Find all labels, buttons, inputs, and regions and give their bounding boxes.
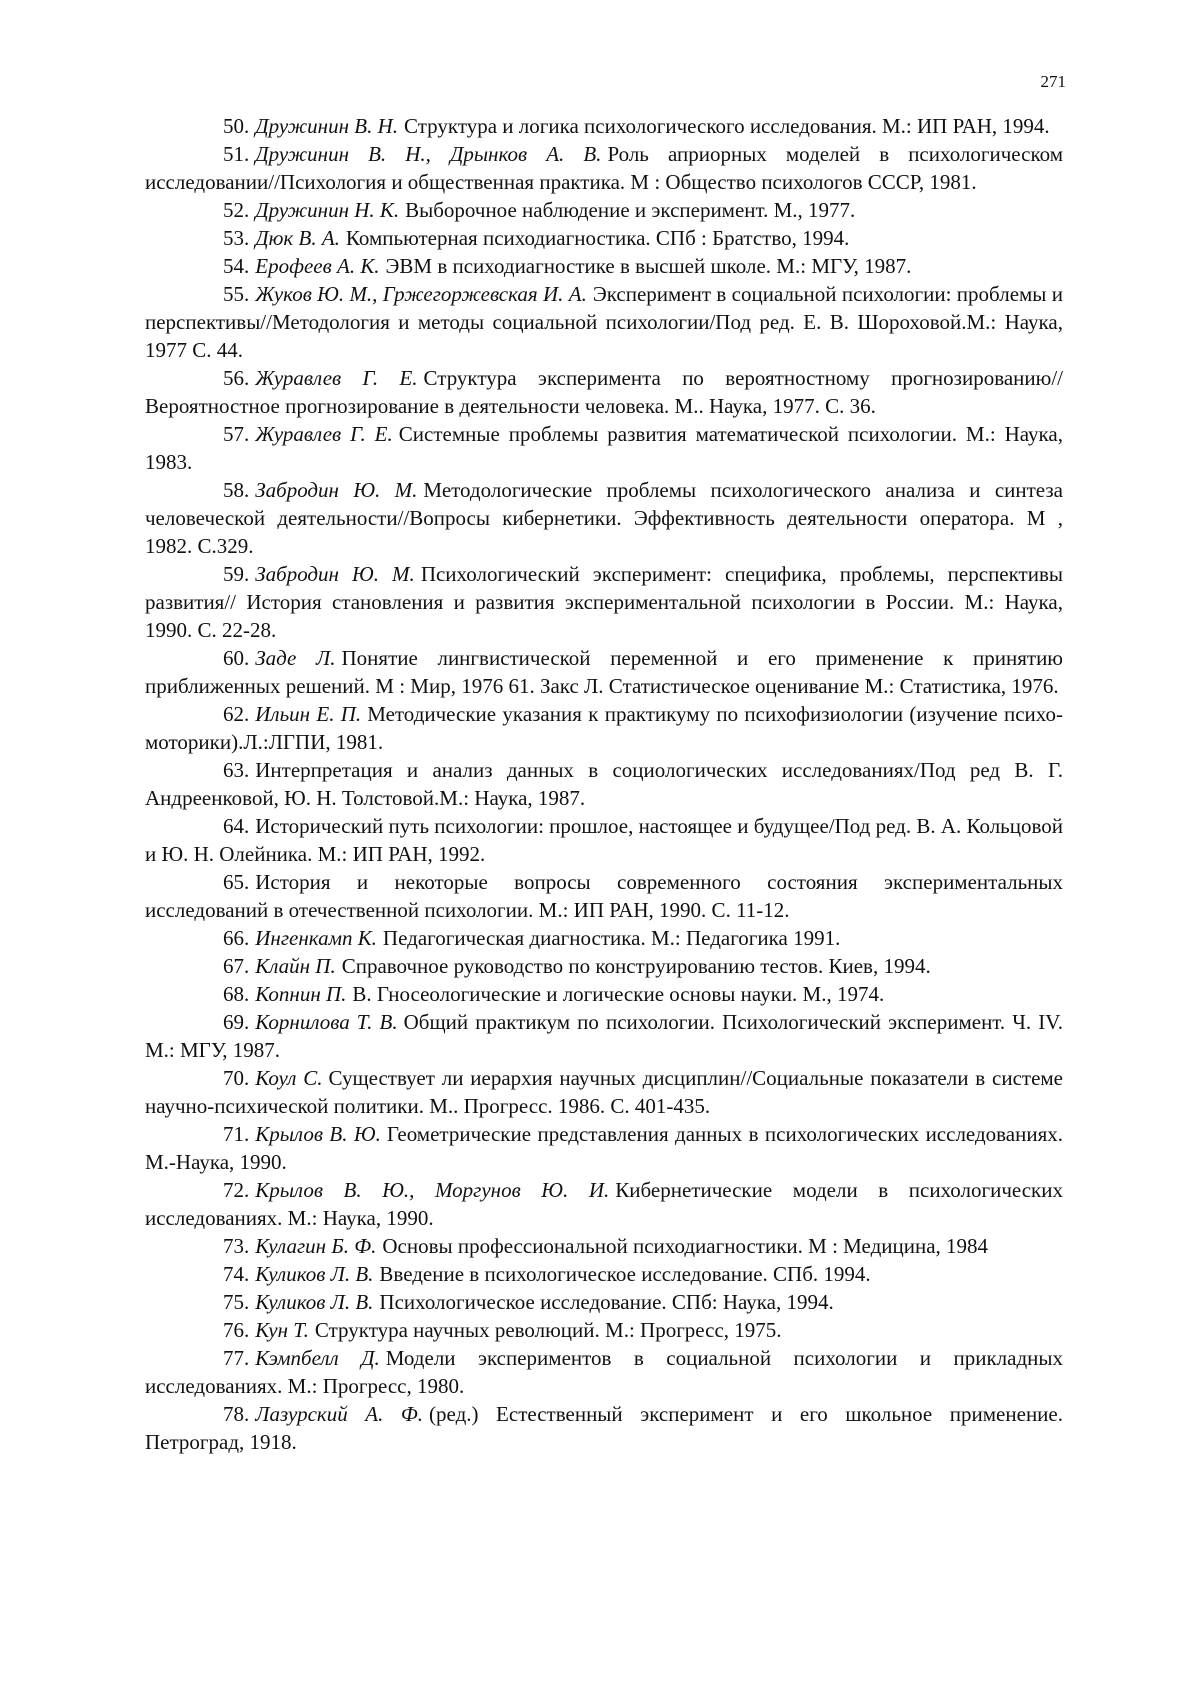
reference-author: Ильин Е. П. [255,702,362,726]
reference-item [145,476,1063,560]
reference-author: Куликов Л. В. [255,1290,374,1314]
reference-author: Дружинин В. Н., Дрынков А. В. [255,142,602,166]
reference-text: ЭВМ в психодиагностике в высшей школе. М.: МГУ, 1987. [385,254,912,278]
reference-author: Дюк В. А. [255,226,340,250]
reference-item [145,252,1063,280]
reference-author: Крылов В. Ю., Моргунов Ю. И. [255,1178,610,1202]
reference-number: 62. [223,702,250,726]
reference-list [145,112,1063,1456]
reference-author: Забродин Ю. М. [255,478,418,502]
reference-text: Структура научных революций. М.: Прогресс, 1975. [314,1318,782,1342]
reference-item [145,700,1063,756]
reference-number: 56. [223,366,250,390]
reference-number: 51. [223,142,250,166]
reference-text: (ред.) Естественный эксперимент и его школьное применение. Петроград, 1918. [145,1402,1063,1454]
reference-item [145,140,1063,196]
reference-item [145,868,1063,924]
reference-author: Корнилова Т. В. [255,1010,398,1034]
reference-text: Системные проблемы развития математической психологии. М.: Наука, 1983. [145,422,1063,474]
reference-number: 53. [223,226,250,250]
reference-number: 66. [223,926,250,950]
reference-item [145,924,1063,952]
reference-author: Коул С. [255,1066,323,1090]
reference-text: В. Гносеологические и логические основы науки. М., 1974. [352,982,885,1006]
reference-item [145,1344,1063,1400]
reference-text: Исторический путь психологии: прошлое, настоящее и будущее/Под ред. В. А. Кольцовой и Ю. Н. Олейника. М.: ИП РАН, 1992. [145,814,1063,866]
reference-number: 60. [223,646,250,670]
reference-number: 78. [223,1402,250,1426]
reference-text: Эксперимент в социальной психологии: проблемы и перспективы//Методология и методы социальной психологии/Под ред. Е. В. Шороховой.М.: Наука, 1977 С. 44. [145,282,1063,362]
reference-text: Справочное руководство по конструированию тестов. Киев, 1994. [341,954,931,978]
reference-text: Психологический эксперимент: специфика, проблемы, перспективы развития// История становления и развития экспериментальной психологии в России. М.: Наука, 1990. С. 22-28. [145,562,1063,642]
reference-item [145,644,1063,700]
reference-author: Дружинин В. Н. [255,114,398,138]
reference-text: Существует ли иерархия научных дисциплин//Социальные показатели в системе научно-психической политики. М.. Прогресс. 1986. С. 401-435. [145,1066,1063,1118]
reference-item [145,560,1063,644]
reference-number: 67. [223,954,250,978]
reference-item [145,196,1063,224]
reference-text: Понятие лингвистической переменной и его применение к принятию приближенных решений. М : Мир, 1976 61. Закс Л. Статистическое оценивание М.: Статистика, 1976. [145,646,1063,698]
reference-number: 63. [223,758,250,782]
reference-author: Жуков Ю. М., Гржегоржевская И. А. [255,282,587,306]
reference-item [145,812,1063,868]
reference-number: 76. [223,1318,250,1342]
reference-number: 64. [223,814,250,838]
reference-number: 54. [223,254,250,278]
reference-item [145,224,1063,252]
reference-author: Лазурский А. Ф. [255,1402,424,1426]
page-number: 271 [1040,72,1066,91]
reference-text: Роль априорных моделей в психологическом исследовании//Психология и общественная практика. М : Общество психологов СССР, 1981. [145,142,1063,194]
reference-number: 73. [223,1234,250,1258]
reference-text: Кибернетические модели в психологических исследованиях. М.: Наука, 1990. [145,1178,1063,1230]
reference-number: 65. [223,870,250,894]
reference-number: 75. [223,1290,250,1314]
reference-item [145,952,1063,980]
reference-author: Забродин Ю. М. [255,562,415,586]
reference-number: 72. [223,1178,250,1202]
reference-number: 52. [223,198,250,222]
reference-number: 69. [223,1010,250,1034]
reference-author: Крылов В. Ю. [255,1122,381,1146]
reference-text: Интерпретация и анализ данных в социологических исследованиях/Под ред В. Г. Андреенковой, Ю. Н. Толстовой.М.: Наука, 1987. [145,758,1063,810]
reference-text: Основы профессиональной психодиагностики. М : Медицина, 1984 [382,1234,989,1258]
reference-text: Структура эксперимента по вероятностному прогнозированию// Вероятностное прогнозирование в деятельности человека. М.. Наука, 1977. С. 36. [145,366,1063,418]
reference-text: Структура и логика психологического исследования. М.: ИП РАН, 1994. [404,114,1050,138]
reference-item [145,1064,1063,1120]
reference-number: 68. [223,982,250,1006]
reference-item [145,1120,1063,1176]
reference-item [145,1232,1063,1260]
reference-author: Кун Т. [255,1318,309,1342]
reference-number: 55. [223,282,250,306]
reference-number: 74. [223,1262,250,1286]
reference-author: Куликов Л. В. [255,1262,374,1286]
reference-author: Ингенкамп К. [255,926,377,950]
reference-author: Кэмпбелл Д. [255,1346,380,1370]
reference-author: Дружинин Н. К. [255,198,400,222]
reference-text: История и некоторые вопросы современного состояния экспериментальных исследований в отечественной психологии. М.: ИП РАН, 1990. С. 11-12. [145,870,1063,922]
reference-text: Педагогическая диагностика. М.: Педагогика 1991. [382,926,841,950]
reference-text: Методологические проблемы психологического анализа и синтеза человеческой деятельности//Вопросы кибернетики. Эффективность деятельности оператора. М , 1982. С.329. [145,478,1063,558]
reference-number: 59. [223,562,250,586]
reference-item [145,1316,1063,1344]
reference-item [145,1260,1063,1288]
reference-text: Компьютерная психодиагностика. СПб : Братство, 1994. [345,226,850,250]
reference-number: 71. [223,1122,250,1146]
reference-number: 58. [223,478,250,502]
reference-text: Введение в психологическое исследование. СПб. 1994. [379,1262,871,1286]
reference-item [145,280,1063,364]
reference-text: Геометрические представления данных в психологических исследованиях. М.-Наука, 1990. [145,1122,1064,1174]
reference-number: 50. [223,114,250,138]
reference-item [145,756,1063,812]
reference-author: Журавлев Г. Е. [255,366,418,390]
reference-item [145,420,1063,476]
reference-text: Выборочное наблюдение и эксперимент. М., 1977. [405,198,856,222]
reference-number: 70. [223,1066,250,1090]
reference-item [145,364,1063,420]
reference-item [145,1176,1063,1232]
reference-item [145,980,1063,1008]
reference-number: 57. [223,422,250,446]
reference-author: Ерофеев А. К. [255,254,380,278]
reference-text: Методические указания к практикуму по психофизиологии (изучение психо-моторики).Л.:ЛГПИ, 1981. [145,702,1063,754]
reference-author: Кулагин Б. Ф. [255,1234,377,1258]
reference-author: Заде Л. [255,646,336,670]
reference-author: Клайн П. [255,954,336,978]
reference-number: 77. [223,1346,250,1370]
reference-text: Модели экспериментов в социальной психологии и прикладных исследованиях. М.: Прогресс, 1980. [145,1346,1063,1398]
reference-item [145,112,1063,140]
reference-text: Общий практикум по психологии. Психологический эксперимент. Ч. IV. М.: МГУ, 1987. [145,1010,1063,1062]
reference-author: Журавлев Г. Е. [255,422,393,446]
reference-text: Психологическое исследование. СПб: Наука, 1994. [379,1290,834,1314]
reference-item [145,1008,1063,1064]
reference-item [145,1288,1063,1316]
reference-item [145,1400,1063,1456]
reference-author: Копнин П. [255,982,347,1006]
